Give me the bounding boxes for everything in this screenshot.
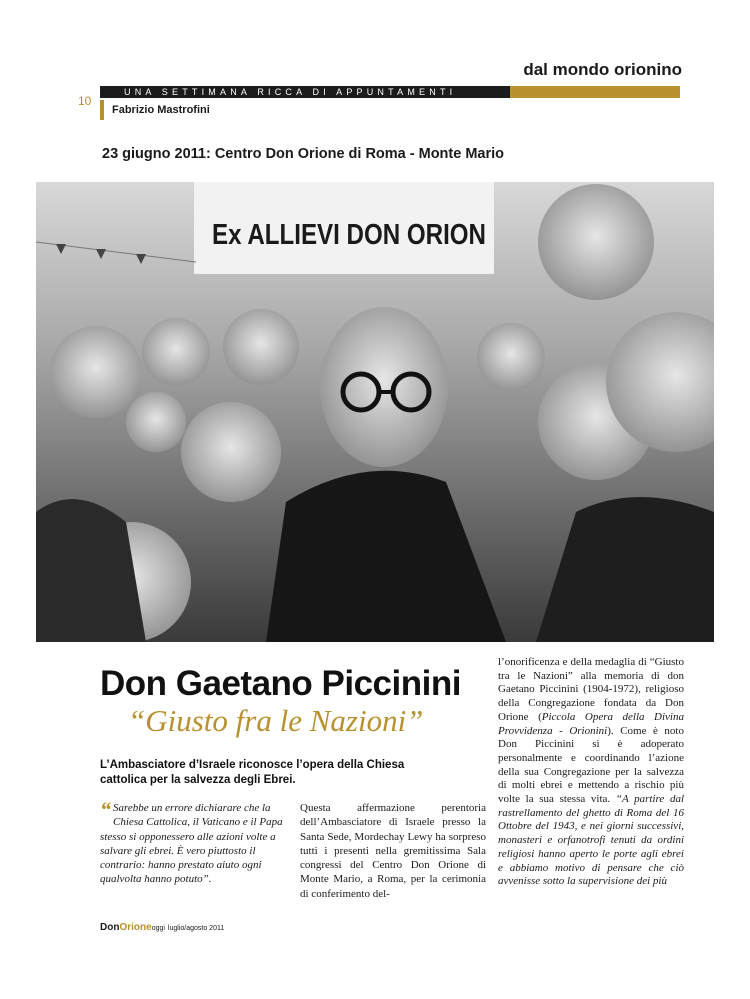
footer-brand-don: Don	[100, 922, 120, 933]
photo-banner-text: Ex ALLIEVI DON ORION	[212, 219, 486, 251]
author-accent-mark	[100, 100, 104, 120]
body-column-2: Questa affermazione perentoria dell’Ambasciatore di Israele presso la Santa Sede, Mordechay Lewy ha sorpreso tutti i presenti nella gremitissima Sala congressi del Centro Don Orione di Monte Mario, a Roma, per la cerimonia di conferimento del-	[300, 802, 486, 900]
body-column-3-text-end: ). Come è noto Don Piccinini si è adoperato personalmente e coordinando l’azione della sua Congregazione per la salvezza di molti ebrei e mettendo a rischio più volte la sua stessa vita.	[498, 724, 684, 806]
body-column-3-italic: Piccola Opera della Divina Provvidenza - Orionini	[498, 710, 684, 737]
article-subheadline: “Giusto fra le Nazioni”	[128, 703, 424, 738]
quote-mark: “	[100, 797, 111, 822]
kicker-label: UNA SETTIMANA RICCA DI APPUNTAMENTI	[100, 86, 510, 98]
author-byline: Fabrizio Mastrofini	[112, 104, 210, 116]
magazine-footer	[100, 922, 224, 933]
article-lede: L’Ambasciatore d’Israele riconosce l’opera della Chiesa cattolica per la salvezza degli Ebrei.	[100, 759, 405, 786]
footer-brand-oggi: oggi	[151, 925, 165, 932]
body-column-3-quote: “A partire dal rastrellamento del ghetto di Roma del 16 Ottobre del 1943, e nei giorni successivi, monasteri e orfanotrofi tenuti da ordini religiosi hanno aperto le porte agli ebrei e abbiamo motivo di pensare che ciò avvenisse sotto la supervisione dei più	[498, 793, 684, 888]
article-headline: Don Gaetano Piccinini	[100, 664, 461, 703]
page-number: 10	[78, 94, 92, 108]
pull-quote	[100, 797, 286, 887]
section-title: dal mondo orionino	[523, 60, 682, 79]
body-column-3	[498, 656, 684, 889]
pull-quote-text: Sarebbe un errore dichiarare che la Chiesa Cattolica, il Vaticano e il Papa stesso si opponessero alle azioni volte a salvare gli ebrei. È vero piuttosto il contrario: hanno prestato aiuto ogni qualvolta hanno potuto”.	[100, 802, 283, 886]
event-dateline: 23 giugno 2011: Centro Don Orione di Roma - Monte Mario	[102, 146, 505, 162]
article-photo	[36, 182, 714, 642]
footer-issue-date: luglio/agosto 2011	[167, 925, 225, 932]
body-column-3-text: l’onorificenza e della medaglia di “Giusto tra le Nazioni” alla memoria di don Gaetano Piccinini (1904-1972), religioso della Congregazione fondata da Don Orione (	[498, 656, 684, 723]
footer-brand-orione: Orione	[119, 922, 152, 933]
